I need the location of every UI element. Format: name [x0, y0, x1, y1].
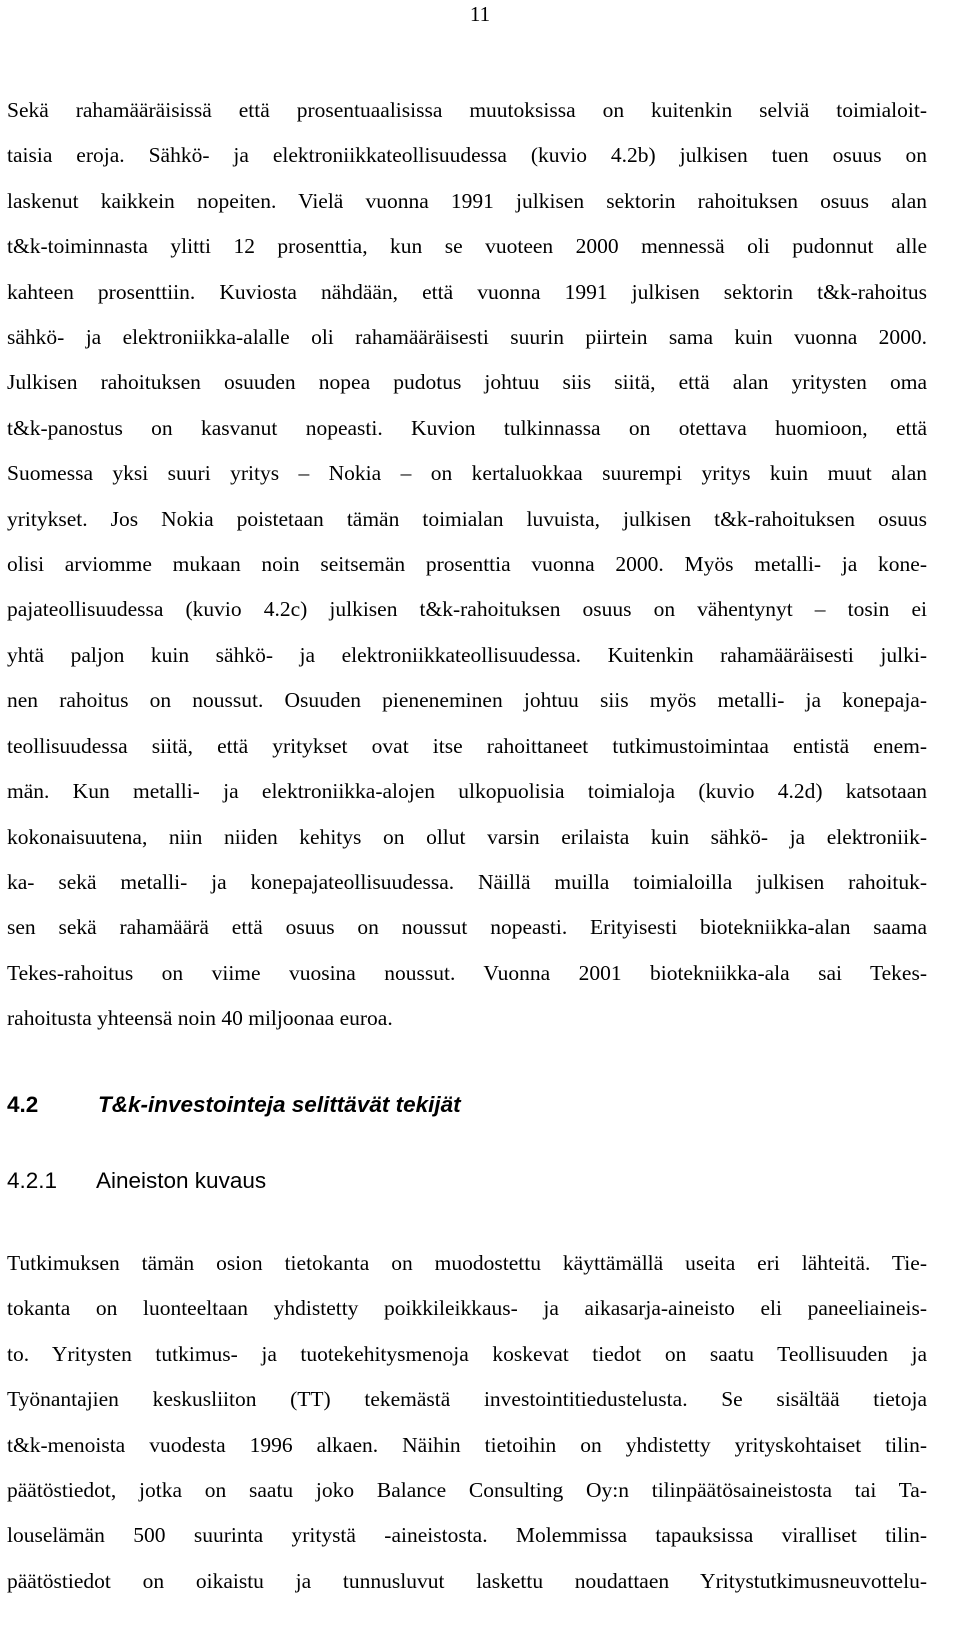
text-line: päätöstiedot, jotka on saatu joko Balance Consulting Oy:n tilinpäätösaineistosta tai Ta-	[7, 1478, 927, 1503]
subsection-title: Aineiston kuvaus	[96, 1168, 267, 1193]
text-line: Julkisen rahoituksen osuuden nopea pudotus johtuu siis siitä, että alan yritysten oma	[7, 370, 927, 395]
text-line: Suomessa yksi suuri yritys – Nokia – on kertaluokkaa suurempi yritys kuin muut alan	[7, 461, 927, 486]
body-paragraph	[7, 1241, 927, 1604]
text-line: t&k-panostus on kasvanut nopeasti. Kuvion tulkinnassa on otettava huomioon, että	[7, 415, 927, 440]
body-paragraph	[7, 88, 927, 1042]
text-line: t&k-menoista vuodesta 1996 alkaen. Näihin tietoihin on yhdistetty yrityskohtaiset tilin-	[7, 1432, 927, 1457]
page-number: 11	[469, 2, 491, 26]
text-line: sen sekä rahamäärä että osuus on noussut nopeasti. Erityisesti biotekniikka-alan saama	[7, 915, 927, 940]
text-line: kokonaisuutena, niin niiden kehitys on ollut varsin erilaista kuin sähkö- ja elektroniik-	[7, 824, 927, 849]
text-line: tokanta on luonteeltaan yhdistetty poikkileikkaus- ja aikasarja-aineisto eli paneeliaineis-	[7, 1296, 927, 1321]
text-line: yritykset. Jos Nokia poistetaan tämän toimialan luvuista, julkisen t&k-rahoituksen osuus	[7, 506, 927, 531]
text-line: louselämän 500 suurinta yritystä -aineistosta. Molemmissa tapauksissa viralliset tilin-	[7, 1523, 927, 1548]
text-line: Työnantajien keskusliiton (TT) tekemästä investointitiedustelusta. Se sisältää tietoja	[7, 1387, 927, 1412]
text-line: kahteen prosenttiin. Kuviosta nähdään, että vuonna 1991 julkisen sektorin t&k-rahoitus	[7, 279, 927, 304]
text-line: män. Kun metalli- ja elektroniikka-alojen ulkopuolisia toimialoja (kuvio 4.2d) katsotaan	[7, 779, 927, 804]
text-line: Tutkimuksen tämän osion tietokanta on muodostettu käyttämällä useita eri lähteitä. Tie-	[7, 1251, 927, 1275]
subsection-number: 4.2.1	[7, 1168, 58, 1193]
subsection-heading	[7, 1168, 266, 1194]
text-line: päätöstiedot on oikaistu ja tunnusluvut laskettu noudattaen Yritystutkimusneuvottelu-	[7, 1568, 927, 1593]
text-line: olisi arviomme mukaan noin seitsemän prosenttia vuonna 2000. Myös metalli- ja kone-	[7, 552, 927, 577]
section-number: 4.2	[7, 1092, 39, 1117]
section-heading	[7, 1092, 461, 1118]
text-line: t&k-toiminnasta ylitti 12 prosenttia, kun se vuoteen 2000 mennessä oli pudonnut alle	[7, 234, 927, 259]
text-line: teollisuudessa siitä, että yritykset ovat itse rahoittaneet tutkimustoimintaa entistä enem-	[7, 733, 927, 758]
text-line: laskenut kaikkein nopeiten. Vielä vuonna 1991 julkisen sektorin rahoituksen osuus alan	[7, 188, 927, 213]
text-line: Sekä rahamääräisissä että prosentuaalisissa muutoksissa on kuitenkin selviä toimialoit-	[7, 98, 927, 122]
section-title: T&k-investointeja selittävät tekijät	[98, 1092, 461, 1117]
text-line: sähkö- ja elektroniikka-alalle oli rahamääräisesti suurin piirtein sama kuin vuonna 2000.	[7, 325, 927, 350]
text-line: rahoitusta yhteensä noin 40 miljoonaa euroa.	[7, 1006, 393, 1031]
text-line: ka- sekä metalli- ja konepajateollisuudessa. Näillä muilla toimialoilla julkisen rahoituk-	[7, 869, 927, 894]
text-line: yhtä paljon kuin sähkö- ja elektroniikkateollisuudessa. Kuitenkin rahamääräisesti julki-	[7, 642, 927, 667]
text-line: pajateollisuudessa (kuvio 4.2c) julkisen t&k-rahoituksen osuus on vähentynyt – tosin ei	[7, 597, 927, 622]
text-line: to. Yritysten tutkimus- ja tuotekehitysmenoja koskevat tiedot on saatu Teollisuuden ja	[7, 1341, 927, 1366]
text-line: taisia eroja. Sähkö- ja elektroniikkateollisuudessa (kuvio 4.2b) julkisen tuen osuus on	[7, 143, 927, 168]
text-line: Tekes-rahoitus on viime vuosina noussut. Vuonna 2001 biotekniikka-ala sai Tekes-	[7, 960, 927, 985]
text-line: nen rahoitus on noussut. Osuuden pieneneminen johtuu siis myös metalli- ja konepaja-	[7, 688, 927, 713]
